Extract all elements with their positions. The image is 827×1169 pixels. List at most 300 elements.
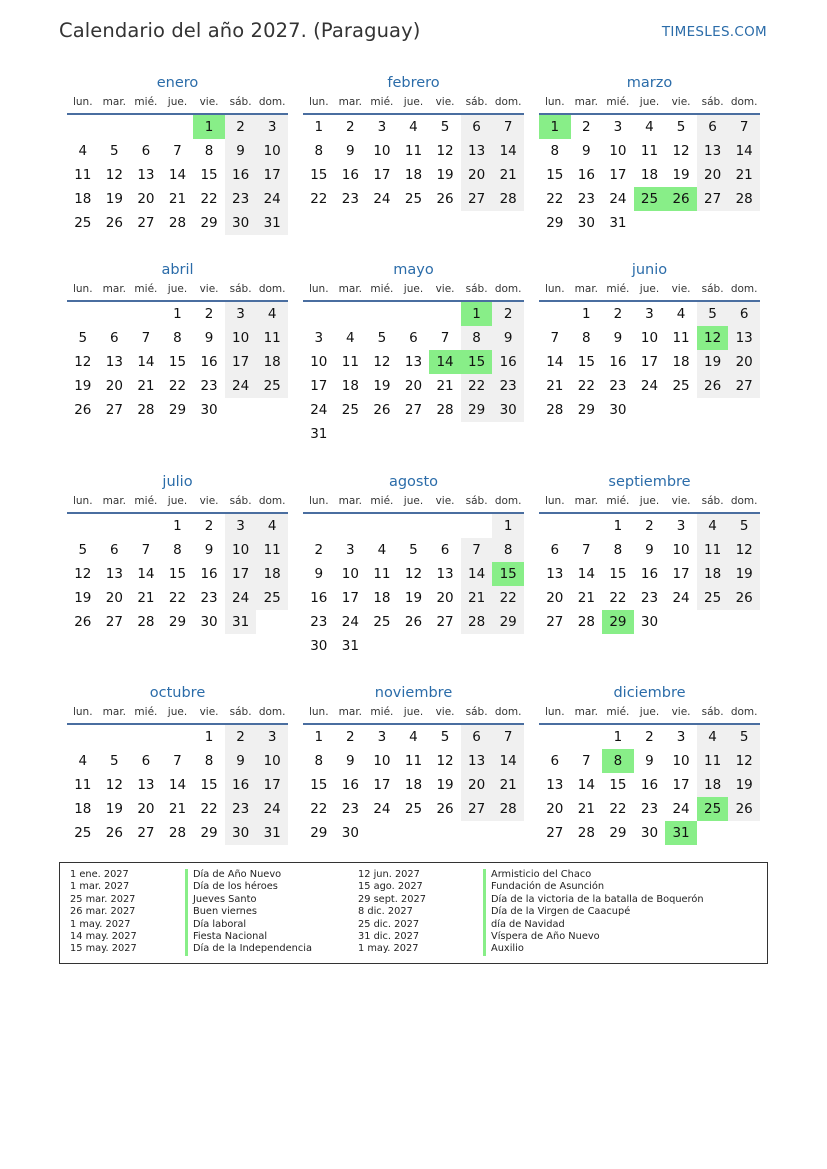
day-cell[interactable]: 6	[461, 115, 493, 139]
holiday-day-cell[interactable]: 1	[193, 115, 225, 139]
day-cell[interactable]: 23	[341, 191, 359, 207]
day-cell[interactable]: 29	[200, 825, 218, 841]
day-cell[interactable]: 6	[440, 542, 450, 558]
day-cell[interactable]: 10	[373, 143, 391, 159]
day-cell[interactable]: 31	[256, 821, 288, 845]
day-cell[interactable]: 5	[440, 729, 450, 745]
day-cell[interactable]: 13	[105, 354, 123, 370]
day-cell[interactable]: 14	[137, 566, 155, 582]
day-cell[interactable]: 7	[492, 115, 524, 139]
day-cell[interactable]: 8	[550, 143, 560, 159]
day-cell[interactable]: 25	[341, 402, 359, 418]
day-cell[interactable]: 20	[728, 350, 760, 374]
day-cell[interactable]: 17	[672, 777, 690, 793]
day-cell[interactable]: 14	[492, 139, 524, 163]
day-cell[interactable]: 10	[373, 753, 391, 769]
day-cell[interactable]: 26	[697, 374, 729, 398]
day-cell[interactable]: 3	[645, 306, 654, 322]
day-cell[interactable]: 18	[404, 167, 423, 183]
day-cell[interactable]: 8	[461, 326, 493, 350]
day-cell[interactable]: 7	[492, 725, 524, 749]
day-cell[interactable]: 12	[728, 749, 760, 773]
day-cell[interactable]: 4	[256, 302, 288, 326]
day-cell[interactable]: 18	[256, 562, 288, 586]
day-cell[interactable]: 21	[137, 378, 155, 394]
day-cell[interactable]: 13	[461, 139, 493, 163]
day-cell[interactable]: 7	[550, 330, 560, 346]
day-cell[interactable]: 5	[697, 302, 729, 326]
day-cell[interactable]: 5	[676, 119, 686, 135]
day-cell[interactable]: 20	[461, 773, 493, 797]
day-cell[interactable]: 2	[204, 306, 214, 322]
day-cell[interactable]: 23	[492, 374, 524, 398]
day-cell[interactable]: 27	[137, 215, 155, 231]
day-cell[interactable]: 18	[74, 801, 92, 817]
day-cell[interactable]: 17	[256, 773, 288, 797]
day-cell[interactable]: 11	[404, 753, 423, 769]
day-cell[interactable]: 19	[74, 378, 92, 394]
day-cell[interactable]: 7	[461, 538, 493, 562]
day-cell[interactable]: 27	[546, 614, 564, 630]
day-cell[interactable]: 2	[346, 729, 355, 745]
day-cell[interactable]: 18	[373, 590, 391, 606]
day-cell[interactable]: 14	[577, 566, 595, 582]
day-cell[interactable]: 23	[609, 378, 627, 394]
holiday-day-cell[interactable]: 29	[602, 610, 634, 634]
day-cell[interactable]: 2	[314, 542, 324, 558]
day-cell[interactable]: 24	[373, 191, 391, 207]
day-cell[interactable]: 22	[461, 374, 493, 398]
holiday-day-cell[interactable]: 1	[461, 302, 493, 326]
day-cell[interactable]: 15	[200, 777, 218, 793]
day-cell[interactable]: 4	[78, 753, 88, 769]
day-cell[interactable]: 3	[225, 302, 257, 326]
day-cell[interactable]: 28	[436, 402, 454, 418]
day-cell[interactable]: 14	[492, 749, 524, 773]
day-cell[interactable]: 6	[409, 330, 418, 346]
day-cell[interactable]: 20	[546, 590, 564, 606]
day-cell[interactable]: 12	[74, 354, 92, 370]
day-cell[interactable]: 23	[577, 191, 595, 207]
day-cell[interactable]: 2	[645, 729, 654, 745]
day-cell[interactable]: 29	[546, 215, 564, 231]
day-cell[interactable]: 24	[256, 187, 288, 211]
day-cell[interactable]: 7	[582, 542, 591, 558]
day-cell[interactable]: 22	[168, 378, 187, 394]
day-cell[interactable]: 24	[640, 378, 659, 394]
day-cell[interactable]: 17	[373, 167, 391, 183]
day-cell[interactable]: 18	[697, 562, 729, 586]
day-cell[interactable]: 23	[225, 187, 257, 211]
day-cell[interactable]: 4	[346, 330, 355, 346]
day-cell[interactable]: 6	[550, 753, 560, 769]
day-cell[interactable]: 16	[609, 354, 627, 370]
day-cell[interactable]: 19	[436, 167, 454, 183]
day-cell[interactable]: 6	[110, 542, 119, 558]
day-cell[interactable]: 1	[314, 729, 324, 745]
day-cell[interactable]: 14	[546, 354, 564, 370]
day-cell[interactable]: 6	[110, 330, 119, 346]
day-cell[interactable]: 30	[341, 825, 359, 841]
day-cell[interactable]: 27	[436, 614, 454, 630]
day-cell[interactable]: 21	[168, 801, 187, 817]
day-cell[interactable]: 31	[310, 426, 328, 442]
day-cell[interactable]: 18	[74, 191, 92, 207]
day-cell[interactable]: 21	[546, 378, 564, 394]
day-cell[interactable]: 22	[200, 801, 218, 817]
day-cell[interactable]: 30	[225, 821, 257, 845]
day-cell[interactable]: 18	[672, 354, 690, 370]
day-cell[interactable]: 9	[225, 749, 257, 773]
day-cell[interactable]: 16	[225, 163, 257, 187]
day-cell[interactable]: 11	[74, 777, 92, 793]
day-cell[interactable]: 22	[609, 590, 627, 606]
day-cell[interactable]: 18	[256, 350, 288, 374]
day-cell[interactable]: 10	[672, 753, 690, 769]
day-cell[interactable]: 29	[609, 825, 627, 841]
day-cell[interactable]: 23	[640, 590, 659, 606]
day-cell[interactable]: 26	[105, 215, 123, 231]
day-cell[interactable]: 14	[461, 562, 493, 586]
day-cell[interactable]: 9	[346, 753, 355, 769]
day-cell[interactable]: 3	[676, 729, 686, 745]
day-cell[interactable]: 7	[582, 753, 591, 769]
day-cell[interactable]: 17	[373, 777, 391, 793]
holiday-day-cell[interactable]: 14	[429, 350, 461, 374]
day-cell[interactable]: 4	[377, 542, 387, 558]
day-cell[interactable]: 2	[225, 725, 257, 749]
day-cell[interactable]: 24	[373, 801, 391, 817]
holiday-day-cell[interactable]: 15	[461, 350, 493, 374]
day-cell[interactable]: 22	[200, 191, 218, 207]
day-cell[interactable]: 13	[105, 566, 123, 582]
day-cell[interactable]: 18	[697, 773, 729, 797]
day-cell[interactable]: 27	[728, 374, 760, 398]
day-cell[interactable]: 25	[256, 374, 288, 398]
day-cell[interactable]: 17	[672, 566, 690, 582]
day-cell[interactable]: 19	[728, 773, 760, 797]
day-cell[interactable]: 8	[613, 542, 623, 558]
day-cell[interactable]: 20	[105, 590, 123, 606]
day-cell[interactable]: 24	[225, 374, 257, 398]
day-cell[interactable]: 13	[697, 139, 729, 163]
day-cell[interactable]: 5	[728, 725, 760, 749]
day-cell[interactable]: 8	[204, 143, 214, 159]
day-cell[interactable]: 12	[728, 538, 760, 562]
day-cell[interactable]: 2	[204, 518, 214, 534]
day-cell[interactable]: 4	[409, 729, 418, 745]
day-cell[interactable]: 17	[310, 378, 328, 394]
day-cell[interactable]: 23	[341, 801, 359, 817]
day-cell[interactable]: 5	[78, 542, 88, 558]
day-cell[interactable]: 21	[577, 590, 595, 606]
day-cell[interactable]: 19	[74, 590, 92, 606]
day-cell[interactable]: 14	[137, 354, 155, 370]
day-cell[interactable]: 15	[310, 167, 328, 183]
day-cell[interactable]: 28	[168, 215, 187, 231]
brand-link[interactable]: TIMESLES.COM	[661, 24, 767, 40]
day-cell[interactable]: 10	[225, 326, 257, 350]
day-cell[interactable]: 24	[310, 402, 328, 418]
day-cell[interactable]: 9	[346, 143, 355, 159]
day-cell[interactable]: 20	[697, 163, 729, 187]
day-cell[interactable]: 2	[613, 306, 623, 322]
day-cell[interactable]: 8	[204, 753, 214, 769]
day-cell[interactable]: 16	[341, 777, 359, 793]
day-cell[interactable]: 12	[404, 566, 423, 582]
day-cell[interactable]: 19	[436, 777, 454, 793]
day-cell[interactable]: 9	[314, 566, 324, 582]
day-cell[interactable]: 26	[728, 586, 760, 610]
day-cell[interactable]: 27	[404, 402, 423, 418]
day-cell[interactable]: 25	[672, 378, 690, 394]
day-cell[interactable]: 13	[137, 167, 155, 183]
day-cell[interactable]: 23	[200, 590, 218, 606]
day-cell[interactable]: 28	[492, 797, 524, 821]
day-cell[interactable]: 1	[613, 729, 623, 745]
day-cell[interactable]: 16	[341, 167, 359, 183]
day-cell[interactable]: 15	[609, 566, 627, 582]
day-cell[interactable]: 31	[609, 215, 627, 231]
day-cell[interactable]: 7	[141, 330, 151, 346]
day-cell[interactable]: 24	[256, 797, 288, 821]
day-cell[interactable]: 14	[728, 139, 760, 163]
day-cell[interactable]: 10	[609, 143, 627, 159]
day-cell[interactable]: 12	[105, 777, 123, 793]
day-cell[interactable]: 22	[492, 586, 524, 610]
day-cell[interactable]: 17	[225, 562, 257, 586]
day-cell[interactable]: 16	[577, 167, 595, 183]
day-cell[interactable]: 28	[546, 402, 564, 418]
day-cell[interactable]: 5	[78, 330, 88, 346]
day-cell[interactable]: 26	[74, 402, 92, 418]
day-cell[interactable]: 29	[200, 215, 218, 231]
day-cell[interactable]: 22	[310, 801, 328, 817]
day-cell[interactable]: 29	[168, 402, 187, 418]
day-cell[interactable]: 20	[137, 801, 155, 817]
day-cell[interactable]: 21	[436, 378, 454, 394]
day-cell[interactable]: 18	[404, 777, 423, 793]
day-cell[interactable]: 25	[373, 614, 391, 630]
day-cell[interactable]: 8	[492, 538, 524, 562]
day-cell[interactable]: 25	[74, 825, 92, 841]
day-cell[interactable]: 4	[645, 119, 654, 135]
day-cell[interactable]: 20	[436, 590, 454, 606]
day-cell[interactable]: 1	[173, 518, 182, 534]
day-cell[interactable]: 28	[492, 187, 524, 211]
day-cell[interactable]: 3	[256, 725, 288, 749]
day-cell[interactable]: 11	[697, 538, 729, 562]
day-cell[interactable]: 3	[676, 518, 686, 534]
day-cell[interactable]: 11	[373, 566, 391, 582]
day-cell[interactable]: 8	[173, 542, 182, 558]
day-cell[interactable]: 25	[404, 191, 423, 207]
day-cell[interactable]: 27	[137, 825, 155, 841]
day-cell[interactable]: 24	[609, 191, 627, 207]
day-cell[interactable]: 20	[461, 163, 493, 187]
day-cell[interactable]: 27	[546, 825, 564, 841]
day-cell[interactable]: 2	[645, 518, 654, 534]
day-cell[interactable]: 15	[200, 167, 218, 183]
day-cell[interactable]: 31	[256, 211, 288, 235]
day-cell[interactable]: 18	[341, 378, 359, 394]
day-cell[interactable]: 3	[613, 119, 623, 135]
day-cell[interactable]: 3	[346, 542, 355, 558]
day-cell[interactable]: 7	[141, 542, 151, 558]
day-cell[interactable]: 31	[225, 610, 257, 634]
day-cell[interactable]: 14	[577, 777, 595, 793]
day-cell[interactable]: 2	[492, 302, 524, 326]
day-cell[interactable]: 4	[256, 514, 288, 538]
day-cell[interactable]: 16	[200, 566, 218, 582]
day-cell[interactable]: 20	[404, 378, 423, 394]
day-cell[interactable]: 1	[613, 518, 623, 534]
day-cell[interactable]: 1	[314, 119, 324, 135]
day-cell[interactable]: 10	[256, 749, 288, 773]
day-cell[interactable]: 26	[373, 402, 391, 418]
day-cell[interactable]: 9	[645, 753, 654, 769]
day-cell[interactable]: 13	[728, 326, 760, 350]
day-cell[interactable]: 22	[168, 590, 187, 606]
day-cell[interactable]: 19	[404, 590, 423, 606]
day-cell[interactable]: 9	[613, 330, 623, 346]
day-cell[interactable]: 30	[492, 398, 524, 422]
day-cell[interactable]: 29	[310, 825, 328, 841]
day-cell[interactable]: 26	[74, 614, 92, 630]
day-cell[interactable]: 15	[310, 777, 328, 793]
day-cell[interactable]: 29	[461, 398, 493, 422]
holiday-day-cell[interactable]: 25	[697, 797, 729, 821]
day-cell[interactable]: 2	[346, 119, 355, 135]
day-cell[interactable]: 29	[492, 610, 524, 634]
day-cell[interactable]: 27	[461, 187, 493, 211]
day-cell[interactable]: 23	[200, 378, 218, 394]
day-cell[interactable]: 4	[409, 119, 418, 135]
day-cell[interactable]: 27	[105, 614, 123, 630]
day-cell[interactable]: 12	[74, 566, 92, 582]
day-cell[interactable]: 9	[582, 143, 591, 159]
day-cell[interactable]: 30	[225, 211, 257, 235]
day-cell[interactable]: 5	[110, 143, 119, 159]
day-cell[interactable]: 17	[640, 354, 659, 370]
day-cell[interactable]: 30	[640, 614, 659, 630]
day-cell[interactable]: 4	[697, 514, 729, 538]
day-cell[interactable]: 5	[110, 753, 119, 769]
holiday-day-cell[interactable]: 25	[634, 187, 666, 211]
day-cell[interactable]: 15	[546, 167, 564, 183]
day-cell[interactable]: 7	[173, 143, 182, 159]
day-cell[interactable]: 1	[492, 514, 524, 538]
day-cell[interactable]: 26	[404, 614, 423, 630]
day-cell[interactable]: 28	[728, 187, 760, 211]
day-cell[interactable]: 28	[461, 610, 493, 634]
day-cell[interactable]: 11	[404, 143, 423, 159]
day-cell[interactable]: 9	[204, 542, 214, 558]
day-cell[interactable]: 6	[461, 725, 493, 749]
day-cell[interactable]: 20	[105, 378, 123, 394]
day-cell[interactable]: 26	[436, 801, 454, 817]
day-cell[interactable]: 12	[105, 167, 123, 183]
day-cell[interactable]: 9	[204, 330, 214, 346]
day-cell[interactable]: 23	[225, 797, 257, 821]
day-cell[interactable]: 4	[676, 306, 686, 322]
day-cell[interactable]: 19	[105, 801, 123, 817]
day-cell[interactable]: 21	[461, 586, 493, 610]
day-cell[interactable]: 22	[609, 801, 627, 817]
day-cell[interactable]: 4	[697, 725, 729, 749]
day-cell[interactable]: 11	[256, 538, 288, 562]
day-cell[interactable]: 26	[728, 797, 760, 821]
day-cell[interactable]: 8	[314, 143, 324, 159]
day-cell[interactable]: 17	[256, 163, 288, 187]
day-cell[interactable]: 26	[105, 825, 123, 841]
day-cell[interactable]: 12	[373, 354, 391, 370]
day-cell[interactable]: 11	[672, 330, 690, 346]
holiday-day-cell[interactable]: 8	[602, 749, 634, 773]
day-cell[interactable]: 21	[492, 163, 524, 187]
day-cell[interactable]: 14	[168, 777, 187, 793]
day-cell[interactable]: 17	[341, 590, 359, 606]
day-cell[interactable]: 6	[697, 115, 729, 139]
day-cell[interactable]: 9	[645, 542, 654, 558]
day-cell[interactable]: 28	[137, 402, 155, 418]
day-cell[interactable]: 10	[341, 566, 359, 582]
holiday-day-cell[interactable]: 15	[492, 562, 524, 586]
day-cell[interactable]: 23	[640, 801, 659, 817]
day-cell[interactable]: 4	[78, 143, 88, 159]
day-cell[interactable]: 24	[225, 586, 257, 610]
day-cell[interactable]: 3	[314, 330, 324, 346]
day-cell[interactable]: 23	[310, 614, 328, 630]
day-cell[interactable]: 21	[137, 590, 155, 606]
day-cell[interactable]: 20	[137, 191, 155, 207]
day-cell[interactable]: 19	[105, 191, 123, 207]
holiday-day-cell[interactable]: 31	[665, 821, 697, 845]
day-cell[interactable]: 19	[672, 167, 690, 183]
day-cell[interactable]: 7	[440, 330, 450, 346]
day-cell[interactable]: 1	[204, 729, 214, 745]
day-cell[interactable]: 22	[577, 378, 595, 394]
day-cell[interactable]: 6	[141, 753, 151, 769]
day-cell[interactable]: 13	[137, 777, 155, 793]
day-cell[interactable]: 6	[141, 143, 151, 159]
day-cell[interactable]: 2	[582, 119, 591, 135]
day-cell[interactable]: 15	[168, 354, 187, 370]
day-cell[interactable]: 7	[173, 753, 182, 769]
day-cell[interactable]: 29	[168, 614, 187, 630]
day-cell[interactable]: 10	[225, 538, 257, 562]
day-cell[interactable]: 27	[697, 187, 729, 211]
day-cell[interactable]: 10	[256, 139, 288, 163]
day-cell[interactable]: 13	[461, 749, 493, 773]
day-cell[interactable]: 12	[436, 753, 454, 769]
day-cell[interactable]: 11	[256, 326, 288, 350]
day-cell[interactable]: 25	[404, 801, 423, 817]
day-cell[interactable]: 30	[310, 638, 328, 654]
day-cell[interactable]: 3	[225, 514, 257, 538]
day-cell[interactable]: 28	[137, 614, 155, 630]
day-cell[interactable]: 18	[640, 167, 659, 183]
day-cell[interactable]: 27	[105, 402, 123, 418]
day-cell[interactable]: 11	[697, 749, 729, 773]
day-cell[interactable]: 16	[200, 354, 218, 370]
day-cell[interactable]: 14	[168, 167, 187, 183]
day-cell[interactable]: 24	[672, 590, 690, 606]
day-cell[interactable]: 19	[373, 378, 391, 394]
day-cell[interactable]: 10	[672, 542, 690, 558]
day-cell[interactable]: 13	[546, 566, 564, 582]
day-cell[interactable]: 24	[341, 614, 359, 630]
